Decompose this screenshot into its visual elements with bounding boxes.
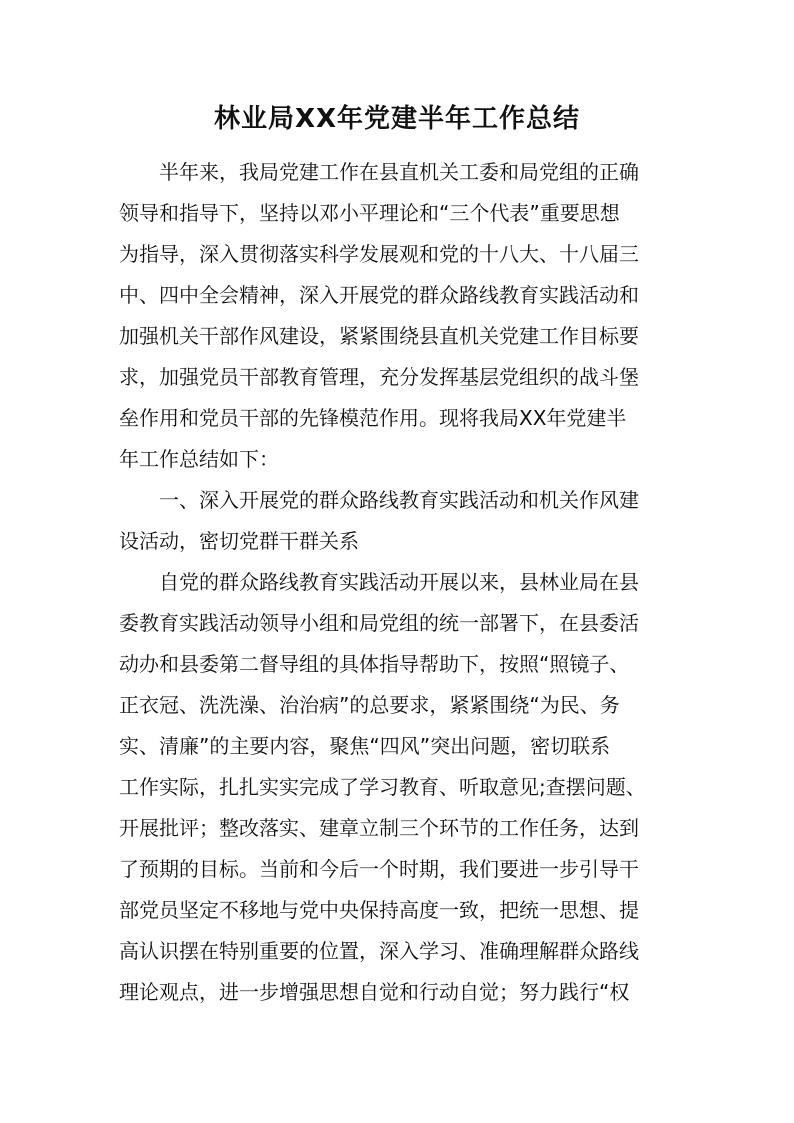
section-heading-line: 一、深入开展党的群众路线教育实践活动和机关作风建 (119, 488, 639, 512)
paragraph-line: 部党员坚定不移地与党中央保持高度一致，把统一思想、提 (119, 898, 639, 922)
section-heading-line: 设活动，密切党群干群关系 (119, 529, 359, 553)
document-title: 林业局XX年党建半年工作总结 (213, 104, 581, 134)
paragraph-line: 了预期的目标。当前和今后一个时期，我们要进一步引导干 (119, 857, 639, 881)
paragraph-line: 高认识摆在特别重要的位置，深入学习、准确理解群众路线 (119, 939, 639, 963)
paragraph-line: 加强机关干部作风建设，紧紧围绕县直机关党建工作目标要 (119, 324, 639, 348)
paragraph-line: 半年来，我局党建工作在县直机关工委和局党组的正确 (119, 160, 639, 184)
paragraph-line: 实、清廉”的主要内容，聚焦“四风”突出问题，密切联系 (119, 734, 611, 758)
paragraph-line: 开展批评；整改落实、建章立制三个环节的工作任务，达到 (119, 816, 639, 840)
paragraph-line: 自党的群众路线教育实践活动开展以来，县林业局在县 (119, 570, 639, 594)
paragraph-line: 中、四中全会精神，深入开展党的群众路线教育实践活动和 (119, 283, 639, 307)
paragraph-line: 为指导，深入贯彻落实科学发展观和党的十八大、十八届三 (119, 242, 639, 266)
paragraph-line: 领导和指导下，坚持以邓小平理论和“三个代表”重要思想 (119, 201, 620, 225)
paragraph-line: 理论观点，进一步增强思想自觉和行动自觉；努力践行“权 (119, 980, 630, 1004)
paragraph-line: 工作实际，扎扎实实完成了学习教育、听取意见;查摆问题、 (119, 775, 646, 799)
document-body (119, 152, 679, 1013)
paragraph-line: 求，加强党员干部教育管理，充分发挥基层党组织的战斗堡 (119, 365, 639, 389)
paragraph-line: 动办和县委第二督导组的具体指导帮助下，按照“照镜子、 (119, 652, 630, 676)
paragraph-line: 垒作用和党员干部的先锋模范作用。现将我局XX年党建半 (119, 406, 627, 430)
paragraph-line: 委教育实践活动领导小组和局党组的统一部署下，在县委活 (119, 611, 639, 635)
paragraph-line: 正衣冠、洗洗澡、治治病”的总要求，紧紧围绕“为民、务 (119, 693, 620, 717)
paragraph-line: 年工作总结如下： (119, 447, 279, 471)
